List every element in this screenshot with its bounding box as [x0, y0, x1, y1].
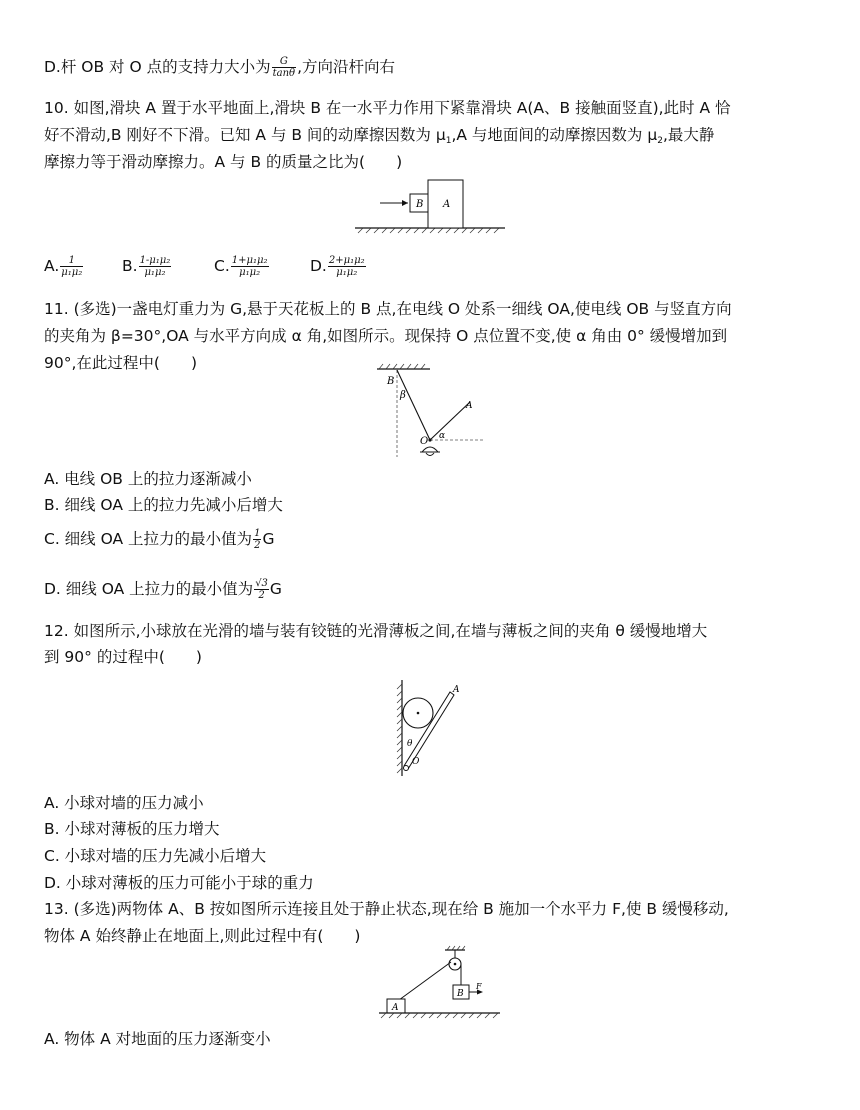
q12-option-b[interactable]: B. 小球对薄板的压力增大	[44, 820, 220, 838]
label-theta: θ	[407, 739, 413, 749]
q11-option-b[interactable]: B. 细线 OA 上的拉力先减小后增大	[44, 496, 283, 514]
q12-option-c[interactable]: C. 小球对墙的压力先减小后增大	[44, 847, 267, 865]
lamp-bulb	[426, 453, 434, 456]
q11-figure-lamp	[375, 362, 495, 462]
q12-option-d[interactable]: D. 小球对薄板的压力可能小于球的重力	[44, 874, 314, 892]
q10-text: ,A 与地面间的动摩擦因数为 μ	[451, 126, 658, 144]
wire-ob	[397, 370, 430, 440]
fraction-numerator: √3	[255, 578, 268, 589]
label-o: O	[412, 757, 420, 767]
option-fraction	[231, 255, 269, 278]
q9-option-d-prefix: D.杆 OB 对 O 点的支持力大小为	[44, 58, 271, 76]
option-label: D.	[310, 257, 327, 275]
block-a-label: A	[443, 199, 451, 210]
q9-option-d	[44, 56, 824, 79]
q10-option-d[interactable]	[310, 255, 367, 278]
fraction-denominator: μ₁μ₂	[336, 267, 358, 278]
option-text: C. 细线 OA 上拉力的最小值为	[44, 530, 253, 548]
q13-option-a[interactable]: A. 物体 A 对地面的压力逐渐变小	[44, 1030, 271, 1048]
ball-center	[417, 712, 420, 715]
option-fraction	[328, 255, 366, 278]
wall-hatch	[397, 684, 402, 773]
subscript: 1	[445, 136, 452, 146]
q12-figure-wall-board	[392, 678, 472, 780]
q11-stem-line1: 11. (多选)一盏电灯重力为 G,悬于天花板上的 B 点,在电线 O 处系一细线 OA,使电线 OB 与竖直方向	[44, 300, 732, 318]
thread-oa	[430, 402, 470, 440]
ground-hatch	[381, 1013, 498, 1018]
q11-stem-line2: 的夹角为 β=30°,OA 与水平方向成 α 角,如图所示。现保持 O 点位置不变,使 α 角由 0° 缓慢增加到	[44, 327, 728, 345]
q10-text: 好不滑动,B 刚好不下滑。已知 A 与 B 间的动摩擦因数为 μ	[44, 126, 446, 144]
arrowhead	[402, 200, 408, 206]
q9-option-d-fraction	[272, 56, 296, 79]
q10-figure-blocks	[350, 178, 510, 240]
q10-stem-line1: 10. 如图,滑块 A 置于水平地面上,滑块 B 在一水平力作用下紧靠滑块 A(A、B 接触面竖直),此时 A 恰	[44, 99, 731, 117]
fraction-denominator: μ₁μ₂	[61, 267, 83, 278]
option-fraction	[139, 255, 172, 278]
fraction-numerator: 1+μ₁μ₂	[231, 255, 268, 266]
rope-to-a	[399, 962, 451, 1000]
q12-stem-line1: 12. 如图所示,小球放在光滑的墙与装有铰链的光滑薄板之间,在墙与薄板之间的夹角 θ 缓慢地增大	[44, 622, 708, 640]
ceiling-hatch	[379, 364, 425, 369]
q10-text: ,最大静	[662, 126, 715, 144]
option-text: G	[269, 580, 282, 598]
label-f: F	[476, 982, 482, 991]
fraction-denominator: μ₁μ₂	[239, 267, 261, 278]
q10-option-c[interactable]	[214, 255, 270, 278]
fraction-denominator: 2	[254, 540, 261, 551]
q9-option-d-suffix: ,方向沿杆向右	[297, 58, 395, 76]
q11-option-d[interactable]	[44, 578, 824, 601]
label-a: A	[453, 685, 460, 695]
subscript: 2	[657, 136, 663, 146]
option-label: B.	[122, 257, 138, 275]
option-fraction	[60, 255, 83, 278]
q12-option-a[interactable]: A. 小球对墙的压力减小	[44, 794, 204, 812]
ground-hatch	[358, 228, 499, 233]
q11-option-c[interactable]	[44, 528, 824, 551]
label-a: A	[392, 1003, 399, 1013]
label-alpha: α	[439, 431, 446, 441]
q10-option-a[interactable]	[44, 255, 84, 278]
q13-stem-line2: 物体 A 始终静止在地面上,则此过程中有( )	[44, 927, 361, 945]
q10-option-b[interactable]	[122, 255, 172, 278]
q13-stem-line1: 13. (多选)两物体 A、B 按如图所示连接且处于静止状态,现在给 B 施加一个水平力 F,使 B 缓慢移动,	[44, 900, 729, 918]
pulley-axle	[454, 963, 457, 966]
fraction-numerator: 1	[60, 255, 83, 267]
label-a: A	[466, 401, 473, 411]
q13-figure-pulley	[375, 945, 505, 1023]
option-fraction	[254, 578, 269, 601]
option-text: D. 细线 OA 上拉力的最小值为	[44, 580, 254, 598]
option-text: G	[262, 530, 275, 548]
label-b: B	[457, 989, 464, 999]
q11-option-a[interactable]: A. 电线 OB 上的拉力逐渐减小	[44, 470, 252, 488]
q10-stem-line2	[44, 124, 824, 152]
fraction-denominator: tanθ	[272, 68, 296, 79]
option-fraction	[253, 528, 261, 551]
hinge	[404, 766, 409, 771]
option-label: C.	[214, 257, 230, 275]
q12-stem-line2: 到 90° 的过程中( )	[44, 648, 202, 666]
fraction-numerator: 1	[254, 528, 261, 539]
fraction-numerator: 2+μ₁μ₂	[328, 255, 365, 266]
fraction-denominator: 2	[258, 590, 265, 601]
label-beta: β	[400, 390, 406, 401]
fraction-numerator: G	[272, 56, 296, 68]
point-o	[428, 438, 431, 441]
fraction-numerator: 1-μ₁μ₂	[139, 255, 171, 266]
label-b: B	[387, 376, 395, 387]
block-b-label: B	[416, 199, 424, 210]
fraction-denominator: μ₁μ₂	[144, 267, 166, 278]
q11-stem-line3: 90°,在此过程中( )	[44, 354, 197, 372]
option-label: A.	[44, 257, 60, 275]
label-o: O	[420, 436, 429, 447]
lamp-shade	[422, 447, 438, 452]
q10-stem-line3: 摩擦力等于滑动摩擦力。A 与 B 的质量之比为( )	[44, 153, 403, 171]
